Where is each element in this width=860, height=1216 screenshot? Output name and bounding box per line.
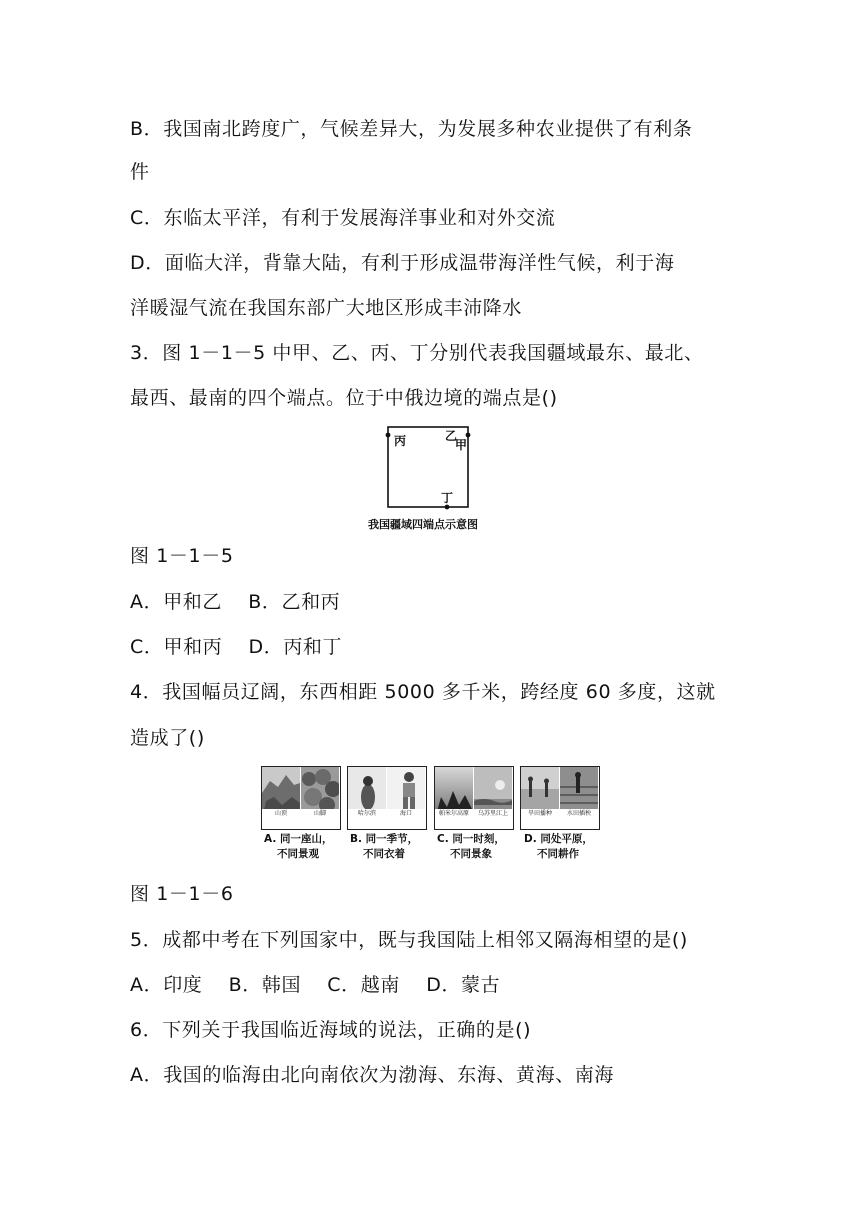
panel-b-caption-line1: B. 同一季节，	[350, 833, 419, 845]
point-ding-label: 丁	[441, 491, 454, 505]
figure-1-1-5-label: 图 1－1－5	[130, 545, 234, 567]
question-3-options-ab: A．甲和乙 B．乙和丙	[130, 591, 341, 613]
wusuli-photo	[474, 767, 512, 819]
panel-c-right-label: 乌苏里江上	[474, 809, 512, 819]
option-d-line2: 洋暖湿气流在我国东部广大地区形成丰沛降水	[130, 297, 523, 319]
panel-d-right-label: 水田插秧	[560, 809, 598, 819]
panel-d-left-label: 旱田播种	[521, 809, 559, 819]
point-jia-label: 甲	[455, 438, 468, 452]
panel-b	[347, 766, 427, 830]
panel-c	[434, 766, 514, 830]
panel-a-caption-line2: 不同景观	[277, 848, 319, 860]
mountain-foot-photo	[301, 767, 339, 819]
option-b-line2: 件	[130, 161, 150, 183]
figure-1-1-6	[261, 766, 601, 864]
question-4-line1: 4．我国幅员辽阔，东西相距 5000 多千米，跨经度 60 多度，这就	[130, 681, 716, 703]
figure-1-1-6-label: 图 1－1－6	[130, 883, 234, 905]
panel-c-caption-line1: C. 同一时刻，	[437, 833, 505, 845]
panel-a	[261, 766, 341, 830]
panel-d	[520, 766, 600, 830]
panel-a-caption-line1: A. 同一座山，	[264, 833, 333, 845]
question-4-line2: 造成了()	[130, 727, 205, 749]
paddy-transplanting-photo	[560, 767, 598, 819]
territory-extremes-diagram	[358, 423, 498, 513]
harbin-photo	[348, 767, 386, 819]
question-3-line2: 最西、最南的四个端点。位于中俄边境的端点是()	[130, 387, 558, 409]
option-d-line1: D．面临大洋，背靠大陆，有利于形成温带海洋性气候，利于海	[130, 252, 675, 274]
question-6: 6．下列关于我国临近海域的说法，正确的是()	[130, 1019, 532, 1041]
option-c: C．东临太平洋，有利于发展海洋事业和对外交流	[130, 207, 556, 229]
panel-b-caption-line2: 不同衣着	[363, 848, 405, 860]
figure-1-1-5-inner-caption: 我国疆域四端点示意图	[368, 518, 478, 531]
panel-c-left-label: 帕米尔高原	[435, 809, 473, 819]
mountain-top-photo	[262, 767, 300, 819]
panel-b-right-label: 海口	[387, 809, 425, 819]
panel-d-caption-line1: D. 同处平原，	[524, 833, 593, 845]
question-3-options-cd: C．甲和丙 D．丙和丁	[130, 636, 343, 658]
question-3-line1: 3．图 1－1－5 中甲、乙、丙、丁分别代表我国疆域最东、最北、	[130, 342, 704, 364]
panel-a-right-label: 山脚	[301, 809, 339, 819]
haikou-photo	[387, 767, 425, 819]
panel-a-left-label: 山顶	[262, 809, 300, 819]
dryland-sowing-photo	[521, 767, 559, 819]
question-6-option-a: A．我国的临海由北向南依次为渤海、东海、黄海、南海	[130, 1064, 614, 1086]
point-yi-label: 乙	[445, 429, 458, 443]
option-b-line1: B．我国南北跨度广，气候差异大，为发展多种农业提供了有利条	[130, 118, 693, 140]
west-point-marker	[386, 433, 391, 438]
pamir-photo	[435, 767, 473, 819]
question-5: 5．成都中考在下列国家中，既与我国陆上相邻又隔海相望的是()	[130, 929, 688, 951]
figure-1-1-5	[358, 423, 498, 535]
panel-d-caption-line2: 不同耕作	[537, 848, 579, 860]
panel-b-left-label: 哈尔滨	[348, 809, 386, 819]
point-bing-label: 丙	[394, 434, 407, 448]
question-5-options: A．印度 B．韩国 C．越南 D．蒙古	[130, 974, 501, 996]
panel-c-caption-line2: 不同景象	[450, 848, 492, 860]
